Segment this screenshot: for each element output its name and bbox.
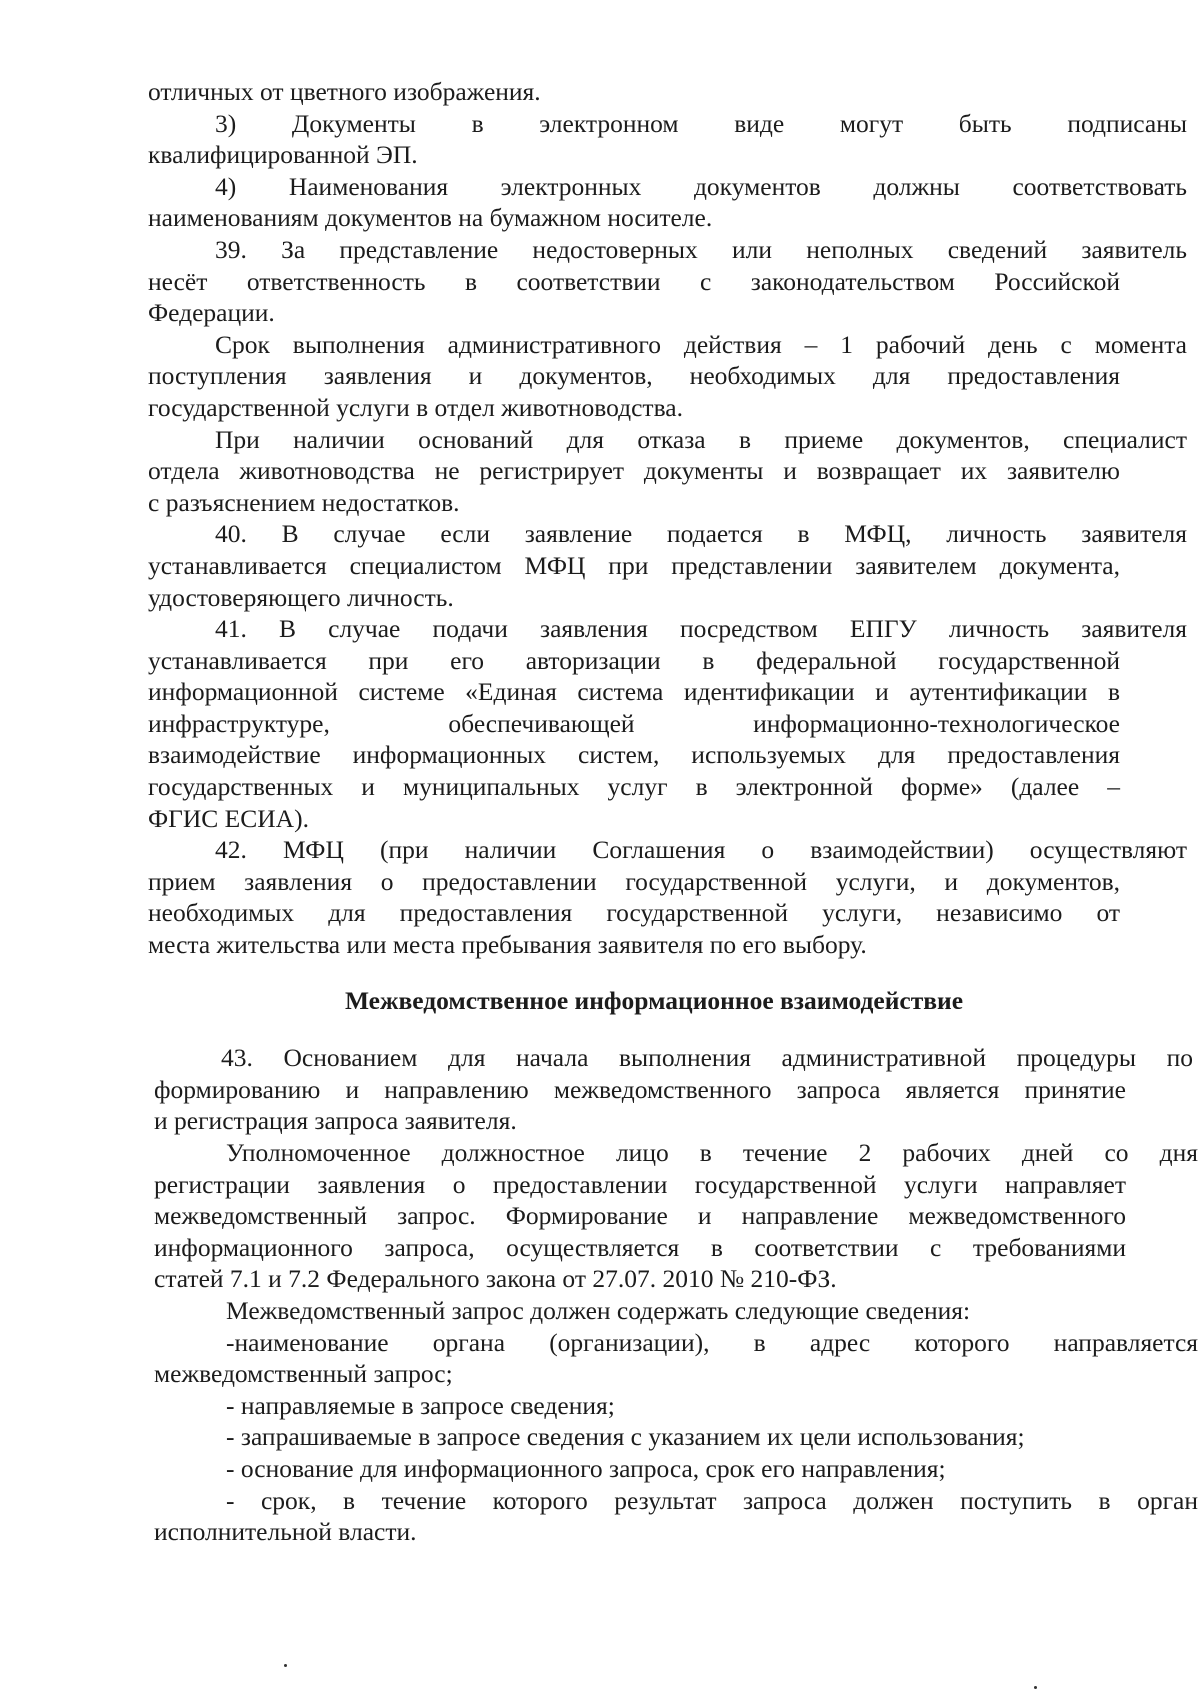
text-line: государственных и муниципальных услуг в электронной форме» (далее – — [148, 772, 1120, 802]
body-text-part1 — [148, 76, 1187, 961]
text-line: 41. В случае подачи заявления посредством ЕПГУ личность заявителя — [215, 614, 1187, 644]
text-line: Межведомственный запрос должен содержать следующие сведения: — [226, 1295, 971, 1325]
text-line: с разъяснением недостатков. — [148, 487, 460, 517]
text-line: необходимых для предоставления государственной услуги, независимо от — [148, 898, 1120, 928]
text-line: формированию и направлению межведомственного запроса является принятие — [154, 1074, 1126, 1104]
text-line: 3) Документы в электронном виде могут быть подписаны — [215, 108, 1187, 138]
text-line: поступления заявления и документов, необходимых для предоставления — [148, 361, 1120, 391]
text-line: прием заявления о предоставлении государственной услуги, и документов, — [148, 866, 1120, 896]
text-line: отдела животноводства не регистрирует документы и возвращает их заявителю — [148, 456, 1120, 486]
text-line: - запрашиваемые в запросе сведения с указанием их цели использования; — [226, 1422, 1025, 1452]
text-line: наименованиям документов на бумажном носителе. — [148, 203, 713, 233]
text-line: - основание для информационного запроса, срок его направления; — [226, 1453, 946, 1483]
text-line: удостоверяющего личность. — [148, 582, 454, 612]
text-line: 40. В случае если заявление подается в МФЦ, личность заявителя — [215, 519, 1187, 549]
scan-speck — [284, 1664, 287, 1667]
text-line: квалифицированной ЭП. — [148, 140, 418, 170]
text-line: межведомственный запрос; — [154, 1359, 453, 1389]
text-line: устанавливается при его авторизации в федеральной государственной — [148, 645, 1120, 675]
text-line: государственной услуги в отдел животноводства. — [148, 392, 683, 422]
text-line: 43. Основанием для начала выполнения административной процедуры по — [221, 1043, 1193, 1073]
text-line: 39. За представление недостоверных или неполных сведений заявитель — [215, 234, 1187, 264]
text-line: регистрации заявления о предоставлении государственной услуги направляет — [154, 1169, 1126, 1199]
text-line: информационной системе «Единая система идентификации и аутентификации в — [148, 677, 1120, 707]
text-line: При наличии оснований для отказа в приеме документов, специалист — [215, 424, 1187, 454]
text-line: Уполномоченное должностное лицо в течение 2 рабочих дней со дня — [226, 1138, 1198, 1167]
text-line: ФГИС ЕСИА). — [148, 803, 309, 833]
text-line: Федерации. — [148, 298, 275, 328]
scan-speck — [1034, 1686, 1037, 1689]
text-line: 4) Наименования электронных документов должны соответствовать — [215, 171, 1187, 201]
text-line: - срок, в течение которого результат запроса должен поступить в орган — [226, 1485, 1198, 1515]
section-heading: Межведомственное информационное взаимодействие — [344, 985, 964, 1015]
text-line: взаимодействие информационных систем, используемых для предоставления — [148, 740, 1120, 770]
text-line: отличных от цветного изображения. — [148, 77, 541, 106]
text-line: устанавливается специалистом МФЦ при представлении заявителем документа, — [148, 550, 1120, 580]
text-line: места жительства или места пребывания заявителя по его выбору. — [148, 930, 867, 960]
text-line: несёт ответственность в соответствии с законодательством Российской — [148, 266, 1120, 296]
body-text-part2 — [148, 1042, 1198, 1548]
text-line: и регистрация запроса заявителя. — [154, 1106, 517, 1136]
text-line: исполнительной власти. — [154, 1517, 417, 1547]
text-line: статей 7.1 и 7.2 Федерального закона от 27.07. 2010 № 210-ФЗ. — [154, 1264, 837, 1294]
text-line: информационного запроса, осуществляется в соответствии с требованиями — [154, 1232, 1126, 1262]
text-line: - направляемые в запросе сведения; — [226, 1390, 615, 1420]
text-line: Срок выполнения административного действия – 1 рабочий день с момента — [215, 329, 1187, 359]
text-line: инфраструктуре, обеспечивающей информационно-технологическое — [148, 708, 1120, 738]
text-line: межведомственный запрос. Формирование и направление межведомственного — [154, 1201, 1126, 1231]
text-line: -наименование органа (организации), в адрес которого направляется — [226, 1327, 1198, 1357]
text-line: 42. МФЦ (при наличии Соглашения о взаимодействии) осуществляют — [215, 835, 1187, 865]
